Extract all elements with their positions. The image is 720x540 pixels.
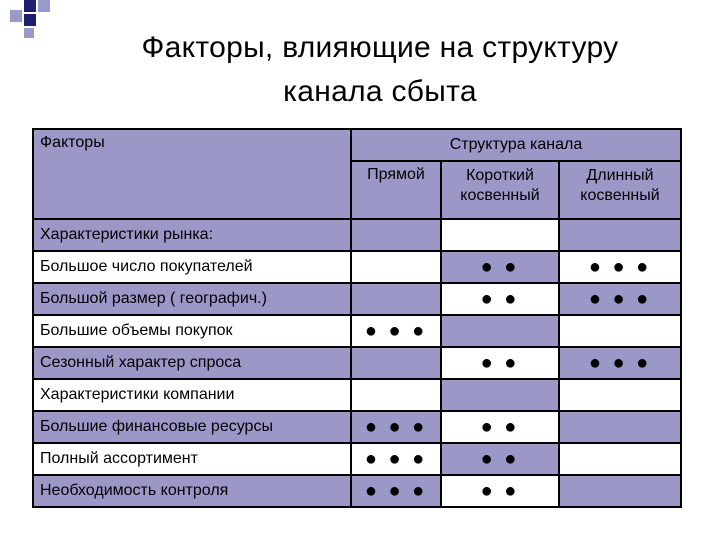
cell-short: ● ● [441, 475, 559, 507]
cell-direct [351, 347, 441, 379]
table-row [33, 219, 681, 251]
cell-long [559, 411, 681, 443]
cell-long [559, 219, 681, 251]
row-label: Большой размер ( географич.) [33, 283, 351, 315]
table-row [33, 443, 681, 475]
row-label: Большие финансовые ресурсы [33, 411, 351, 443]
cell-long [559, 443, 681, 475]
corner-square-light [38, 0, 50, 12]
cell-short: ● ● [441, 283, 559, 315]
row-label: Большое число покупателей [33, 251, 351, 283]
row-label: Необходимость контроля [33, 475, 351, 507]
cell-short [441, 219, 559, 251]
header-short-line-1: Короткий [466, 167, 534, 184]
cell-long [559, 315, 681, 347]
header-long-line-2: косвенный [580, 187, 660, 204]
cell-short [441, 379, 559, 411]
table-row [33, 411, 681, 443]
cell-long: ● ● ● [559, 251, 681, 283]
row-label: Характеристики компании [33, 379, 351, 411]
row-label: Полный ассортимент [33, 443, 351, 475]
table-row [33, 379, 681, 411]
cell-short [441, 315, 559, 347]
header-short-indirect [441, 161, 559, 219]
header-channel-structure: Структура канала [351, 129, 681, 161]
table-row [33, 251, 681, 283]
cell-direct [351, 251, 441, 283]
table-row [33, 347, 681, 379]
table-row [33, 283, 681, 315]
corner-square-dark [24, 14, 36, 26]
cell-direct: ● ● ● [351, 475, 441, 507]
cell-long: ● ● ● [559, 347, 681, 379]
cell-short: ● ● [441, 411, 559, 443]
cell-long [559, 379, 681, 411]
cell-short: ● ● [441, 443, 559, 475]
cell-direct [351, 379, 441, 411]
corner-square-light [10, 10, 22, 22]
cell-direct [351, 283, 441, 315]
table-row [33, 315, 681, 347]
slide-title [60, 26, 700, 114]
header-short-line-2: косвенный [460, 187, 540, 204]
slide-title-line-1: Факторы, влияющие на структуру [141, 31, 619, 64]
row-label: Большие объемы покупок [33, 315, 351, 347]
cell-long [559, 475, 681, 507]
table-row [33, 475, 681, 507]
corner-square-light [24, 28, 34, 38]
factors-table [32, 128, 682, 508]
slide-title-line-2: канала сбыта [283, 75, 477, 108]
corner-square-dark [24, 0, 36, 12]
cell-long: ● ● ● [559, 283, 681, 315]
cell-direct: ● ● ● [351, 315, 441, 347]
header-factors: Факторы [33, 129, 351, 219]
cell-short: ● ● [441, 251, 559, 283]
cell-direct: ● ● ● [351, 411, 441, 443]
header-long-line-1: Длинный [586, 167, 654, 184]
header-direct: Прямой [351, 161, 441, 219]
header-long-indirect [559, 161, 681, 219]
row-label: Характеристики рынка: [33, 219, 351, 251]
cell-direct [351, 219, 441, 251]
row-label: Сезонный характер спроса [33, 347, 351, 379]
decorative-corner-squares [0, 0, 60, 60]
cell-direct: ● ● ● [351, 443, 441, 475]
cell-short: ● ● [441, 347, 559, 379]
